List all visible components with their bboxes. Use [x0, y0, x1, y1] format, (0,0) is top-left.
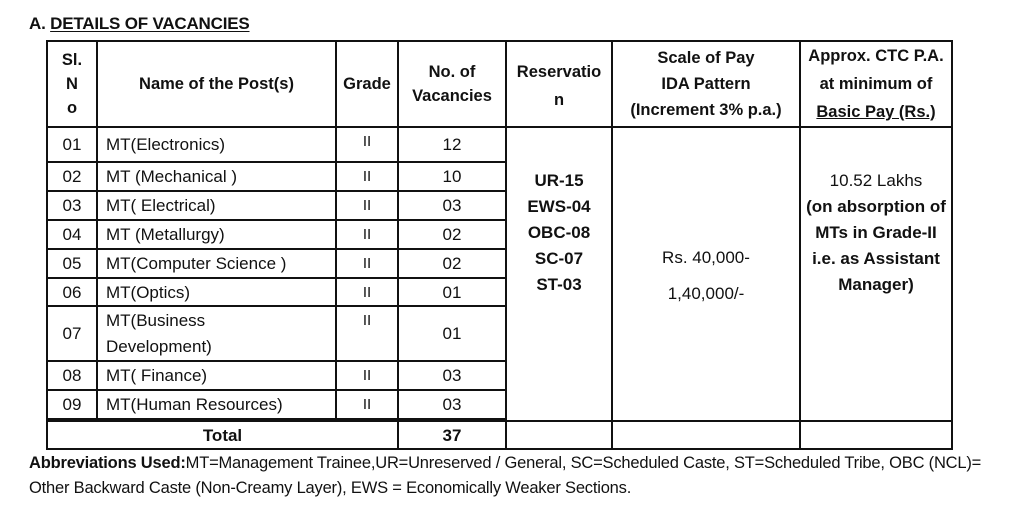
vacancies: 01 [398, 278, 506, 306]
total-value: 37 [398, 421, 506, 449]
sl-no: 02 [47, 162, 97, 191]
ctc-note-1: (on absorption of [806, 197, 946, 216]
header-reservation: Reservatio n [506, 41, 612, 127]
grade: II [336, 191, 398, 220]
section-title: DETAILS OF VACANCIES [50, 14, 250, 33]
sl-no: 06 [47, 278, 97, 306]
sl-no: 07 [47, 306, 97, 361]
total-ctc-empty [800, 421, 952, 449]
vacancies: 02 [398, 249, 506, 278]
sl-no: 08 [47, 361, 97, 390]
vacancies: 12 [398, 127, 506, 162]
grade: II [336, 127, 398, 162]
grade: II [336, 278, 398, 306]
ctc-cell [800, 127, 952, 421]
header-grade: Grade [336, 41, 398, 127]
ctc-amount: 10.52 Lakhs [829, 171, 923, 190]
grade: II [336, 306, 398, 361]
total-label: Total [47, 421, 398, 449]
abbreviations-note [29, 451, 1019, 501]
header-scale-of-pay: Scale of Pay IDA Pattern (Increment 3% p.a.) [612, 41, 800, 127]
reservation-st: ST-03 [536, 275, 582, 294]
reservation-cell [506, 127, 612, 421]
grade: II [336, 162, 398, 191]
post-name: MT(Human Resources) [97, 390, 336, 419]
post-name: MT(Optics) [97, 278, 336, 306]
header-sl-no: Sl. N o [47, 41, 97, 127]
reservation-obc: OBC-08 [527, 223, 591, 242]
post-name: MT(Computer Science ) [97, 249, 336, 278]
post-name: MT(Business Development) [97, 306, 336, 361]
grade: II [336, 361, 398, 390]
header-row [47, 41, 952, 127]
sl-no: 04 [47, 220, 97, 249]
scale-max: 1,40,000/- [667, 284, 745, 303]
post-name: MT (Mechanical ) [97, 162, 336, 191]
total-scale-empty [612, 421, 800, 449]
ctc-note-3: i.e. as Assistant [812, 249, 940, 268]
table-row [47, 127, 952, 162]
post-name: MT( Finance) [97, 361, 336, 390]
post-name: MT( Electrical) [97, 191, 336, 220]
sl-no: 03 [47, 191, 97, 220]
grade: II [336, 390, 398, 419]
abbreviations-text: MT=Management Trainee,UR=Unreserved / General, SC=Scheduled Caste, ST=Scheduled Tribe, OBC (NCL)= Other Backward Caste (Non-Creamy Layer), EWS = Economically Weaker Sections. [29, 454, 982, 497]
post-name: MT (Metallurgy) [97, 220, 336, 249]
vacancies: 03 [398, 361, 506, 390]
post-name: MT(Electronics) [97, 127, 336, 162]
scale-min: Rs. 40,000- [662, 248, 750, 267]
vacancies-table [46, 40, 953, 450]
sl-no: 05 [47, 249, 97, 278]
section-heading [29, 14, 250, 34]
scale-of-pay-cell [612, 127, 800, 421]
grade: II [336, 220, 398, 249]
ctc-note-2: MTs in Grade-II [815, 223, 937, 242]
vacancies: 03 [398, 191, 506, 220]
header-post-name: Name of the Post(s) [97, 41, 336, 127]
vacancies: 01 [398, 306, 506, 361]
abbreviations-label: Abbreviations Used: [29, 454, 186, 472]
vacancies: 10 [398, 162, 506, 191]
total-row [47, 421, 952, 449]
section-prefix: A. [29, 14, 51, 33]
reservation-sc: SC-07 [534, 249, 584, 268]
header-ctc: Approx. CTC P.A. at minimum of Basic Pay (Rs.) [800, 41, 952, 127]
reservation-ews: EWS-04 [527, 197, 591, 216]
sl-no: 01 [47, 127, 97, 162]
reservation-ur: UR-15 [534, 171, 584, 190]
total-reservation-empty [506, 421, 612, 449]
grade: II [336, 249, 398, 278]
header-vacancies: No. of Vacancies [398, 41, 506, 127]
vacancies: 02 [398, 220, 506, 249]
ctc-note-4: Manager) [838, 275, 914, 294]
sl-no: 09 [47, 390, 97, 419]
vacancies: 03 [398, 390, 506, 419]
